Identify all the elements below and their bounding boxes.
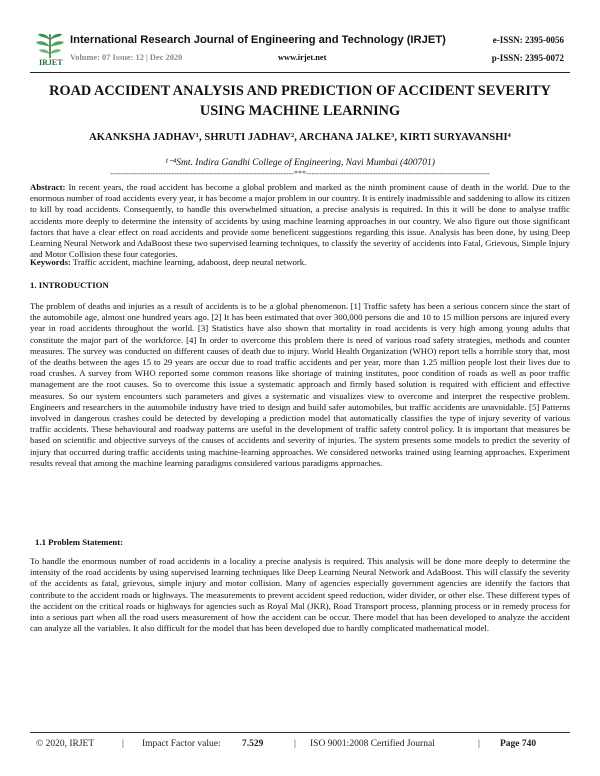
separator-text: ---------------------------------------------------------------------***--------------------------------------------------------------------- (110, 169, 490, 178)
footer-separator: | (122, 739, 124, 749)
footer-copyright: © 2020, IRJET (36, 739, 95, 749)
footer-separator: | (478, 739, 480, 749)
irjet-logo (34, 30, 66, 70)
affiliation: ¹⁻⁴Smt. Indira Gandhi College of Engineering, Navi Mumbai (400701) (165, 158, 435, 168)
header-divider (30, 72, 570, 73)
problem-statement-heading: 1.1 Problem Statement: (35, 537, 124, 547)
title-line-2: USING MACHINE LEARNING (199, 103, 401, 119)
volume-info: Volume: 07 Issue: 12 | Dec 2020 (70, 53, 183, 62)
logo-text: IRJET (39, 58, 63, 67)
footer-separator: | (294, 739, 296, 749)
abstract-text: In recent years, the road accident has become a global problem and marked as the ninth prominent cause of death in the world. Due to the enormous number of road accidents every year, it has become a major problem in our country. It is entirely inadmissible and saddening to allow its citizen to kill by road accidents. Consequently, to handle this overwhelmed situation, a precise analysis is required. In this it will be done to analyse traffic accidents more deeply to determine the intensity of accidents by using machine learning approaches in our country. We also figure out those significant factors that have a clear effect on road accidents and provide some beneficent suggestions regarding this issue. Analysis has been done, by using Deep Learning Neural Network and AdaBoost these two supervised learning techniques, to classify the severity of accidents into Fatal, Grievous, Simple Injury and Motor Collision these four categories. (30, 182, 570, 260)
paper-title (40, 81, 560, 121)
abstract (30, 182, 570, 260)
abstract-label: Abstract: (30, 182, 66, 192)
leaf-logo-icon (34, 30, 66, 60)
e-issn: e-ISSN: 2395-0056 (492, 35, 564, 45)
keywords-label: Keywords: (30, 257, 71, 267)
footer-impact-value: 7.529 (242, 739, 264, 749)
footer-iso: ISO 9001:2008 Certified Journal (310, 739, 435, 749)
journal-header (30, 30, 570, 72)
problem-statement-text: To handle the enormous number of road accidents in a locality a precise analysis is required. This analysis will be done more deeply to determine the intensity of the road accidents by using supervised learning techniques like Deep Learning Neural Network and AdaBoost. This will classify the severity of the accidents as fatal, grievous, simple injury and motor collision. Many of agencies especially government agencies are identify the factors that contribute to the accident roads or highways. The measurements to prevent accident speed reduction, wider divider, or other else. These different types of the accident on the critical roads or highways for agencies such as Royal Mal (JKR), Road Transport process, planning process or in remedy process for into a serious part when all the road users measurement of how the accident can be occur. There model that has been developed to analyze the accident can analyze all the variables. It also difficult for the model that has been developed due to hardly complicated mathematical model. (30, 556, 570, 634)
keywords (30, 257, 570, 268)
introduction-text: The problem of deaths and injuries as a result of accidents is to be a global phenomenon. [1] Traffic safety has been a serious concern since the start of the automobile age, almost one hundred years ago. [2] It has been estimated that over 300,000 persons die and 10 to 15 million persons are injured every year in road accidents throughout the world. [3] Statistics have also shown that mortality in road accidents is very high among young adults that constitute the major part of the workforce. [4] In order to overcome this problem there is need of various road safety strategies, methods and counter measures. The survey was conducted on different causes of death due to injury. World Health Organization (WHO) report tells a horrible story that, most of the deaths between the ages 15 to 29 years are occur due to road traffic accidents and per year, more than 1.25 million people lost their lives due to road crashes. A survey from WHO reported some common reasons like shortage of training institutes, poor condition of roads as well as poor traffic management are the root causes. So to overcome this issue a systematic approach and firmly based solution is required with efficient and effective measures. So our system encounters such parameters and gives a systematic and visualizes view to overcome and interpret the respective problem. Engineers and researchers in the automobile industry have tried to design and build safer automobiles, but traffic accidents are unavoidable. [5] Patterns involved in dangerous crashes could be detected by developing a prediction model that automatically classifies the type of injury severity of various traffic accidents. These behavioural and roadway patterns are useful in the development of traffic safety control policy. It is important that measures be based on scientific and objective surveys of the causes of accidents and severity of injuries. The system presents some models to predict the severity of injury that occurred during traffic accidents using machine-learning approaches. We considered networks trained using learning approaches. Experiment results reveal that among the machine learning paradigms considered various paradigms approaches. (30, 301, 570, 468)
footer-impact-label: Impact Factor value: (142, 739, 221, 749)
journal-title: International Research Journal of Engineering and Technology (IRJET) (70, 34, 446, 46)
section-separator (30, 171, 570, 179)
authors: AKANKSHA JADHAV¹, SHRUTI JADHAV², ARCHANA JALKE³, KIRTI SURYAVANSHI⁴ (89, 132, 511, 143)
footer-page-number: Page 740 (500, 739, 537, 749)
journal-url[interactable]: www.irjet.net (278, 53, 327, 62)
p-issn: p-ISSN: 2395-0072 (491, 53, 564, 63)
footer-divider (30, 732, 570, 733)
introduction-heading: 1. INTRODUCTION (30, 280, 109, 290)
title-line-1: ROAD ACCIDENT ANALYSIS AND PREDICTION OF ACCIDENT SEVERITY (49, 83, 551, 99)
keywords-text: Traffic accident, machine learning, adaboost, deep neural network. (70, 257, 307, 267)
